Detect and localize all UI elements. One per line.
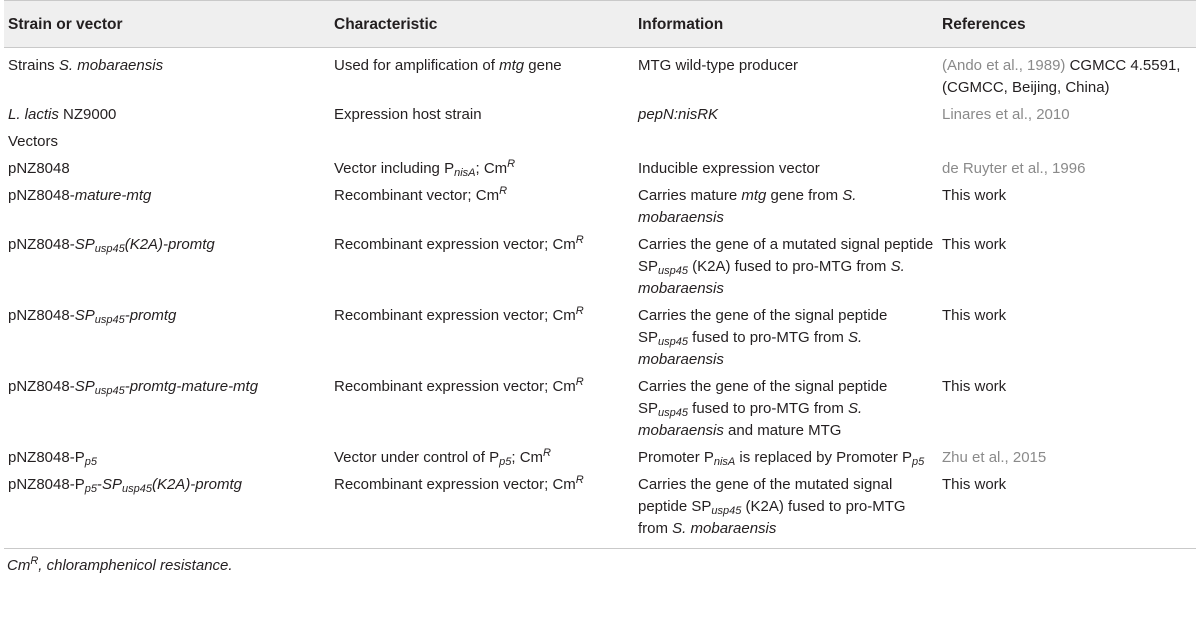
cell-strain: L. lactis NZ9000 <box>8 106 117 123</box>
table-row <box>4 445 1196 472</box>
cell-characteristic: Recombinant expression vector; $Cm^R$ <box>334 376 584 395</box>
cell-references: This work <box>942 187 1007 204</box>
table-footnote: $Cm^R$, chloramphenicol resistance. <box>7 555 233 574</box>
table-body <box>4 48 1196 549</box>
table-row <box>4 48 1196 103</box>
cell-characteristic: Recombinant expression vector; $Cm^R$ <box>330 472 634 549</box>
cell-information: MTG wild-type producer <box>638 57 799 74</box>
table-row <box>4 374 1196 445</box>
cell-strain: pNZ8048-mature-mtg <box>8 187 152 204</box>
table-row <box>4 156 1196 183</box>
cell-characteristic: Recombinant expression vector; $Cm^R$ <box>334 305 584 324</box>
table-header <box>4 1 1196 48</box>
cell-information: Carries the gene of a mutated signal peptide $SP_{usp45}$ (K2A) fused to pro-MTG from S. mobaraensis <box>638 236 934 297</box>
cell-characteristic: Vector including $P_{nisA}$; $Cm^R$ <box>334 158 516 179</box>
cell-characteristic: Recombinant expression vector; $Cm^R$ <box>334 234 584 253</box>
cell-characteristic: Expression host strain <box>334 106 482 123</box>
cell-characteristic <box>330 129 634 156</box>
header-characteristic: Characteristic <box>330 1 634 48</box>
cell-strain: Vectors <box>8 133 59 150</box>
cell-characteristic: Used for amplification of mtg gene <box>334 57 562 74</box>
cell-information: Carries the gene of the mutated signal peptide $SP_{usp45}$ (K2A) fused to pro-MTG from S. mobaraensis <box>634 472 938 549</box>
table-row <box>4 102 1196 129</box>
table-row <box>4 129 1196 156</box>
cell-references <box>938 129 1196 156</box>
cell-strain: $pNZ8048-P_{p5}$ <box>8 449 97 468</box>
cell-characteristic: Recombinant vector; $Cm^R$ <box>334 185 508 204</box>
cell-characteristic: Vector under control of $P_{p5}$; $Cm^R$ <box>334 447 551 468</box>
header-information: Information <box>634 1 938 48</box>
strain-vector-table <box>4 0 1196 549</box>
cell-references: This work <box>938 472 1196 549</box>
header-references: References <box>938 1 1196 48</box>
cell-strain: $pNZ8048-SP_{usp45}-promtg-mature$-mtg <box>8 378 259 397</box>
cell-information: Promoter $P_{nisA}$ is replaced by Promoter $P_{p5}$ <box>638 449 925 468</box>
cell-strain: $pNZ8048-P_{p5}-SP_{usp45}(K2A)$-promtg <box>4 472 330 549</box>
cell-references: This work <box>942 378 1007 395</box>
cell-strain: $pNZ8048-SP_{usp45}(K2A)$-promtg <box>8 236 215 255</box>
cell-references: This work <box>942 307 1007 324</box>
cell-information: pepN:nisRK <box>638 106 719 123</box>
cell-information: Carries the gene of the signal peptide $SP_{usp45}$ fused to pro-MTG from S. mobaraensis <box>638 307 888 368</box>
cell-strain: Strains S. mobaraensis <box>8 57 164 74</box>
table-row <box>4 183 1196 232</box>
cell-strain: pNZ8048 <box>8 160 70 177</box>
table-row <box>4 232 1196 303</box>
cell-references: Linares et al., 2010 <box>942 106 1070 123</box>
cell-information: Carries mature mtg gene from S. mobaraensis <box>638 187 857 226</box>
cell-references: Zhu et al., 2015 <box>942 449 1047 466</box>
cell-references: de Ruyter et al., 1996 <box>942 160 1086 177</box>
cell-information: Inducible expression vector <box>638 160 820 177</box>
cell-information <box>634 129 938 156</box>
table-row <box>4 303 1196 374</box>
header-row <box>4 1 1196 48</box>
cell-strain: $pNZ8048-SP_{usp45}$-promtg <box>8 307 177 326</box>
cell-references: (Ando et al., 1989) CGMCC 4.5591, (CGMCC, Beijing, China) <box>942 57 1181 96</box>
table-row <box>4 472 1196 549</box>
cell-information: Carries the gene of the signal peptide $SP_{usp45}$ fused to pro-MTG from S. mobaraensis and mature MTG <box>638 378 888 439</box>
header-strain: Strain or vector <box>4 1 330 48</box>
cell-references: This work <box>942 236 1007 253</box>
